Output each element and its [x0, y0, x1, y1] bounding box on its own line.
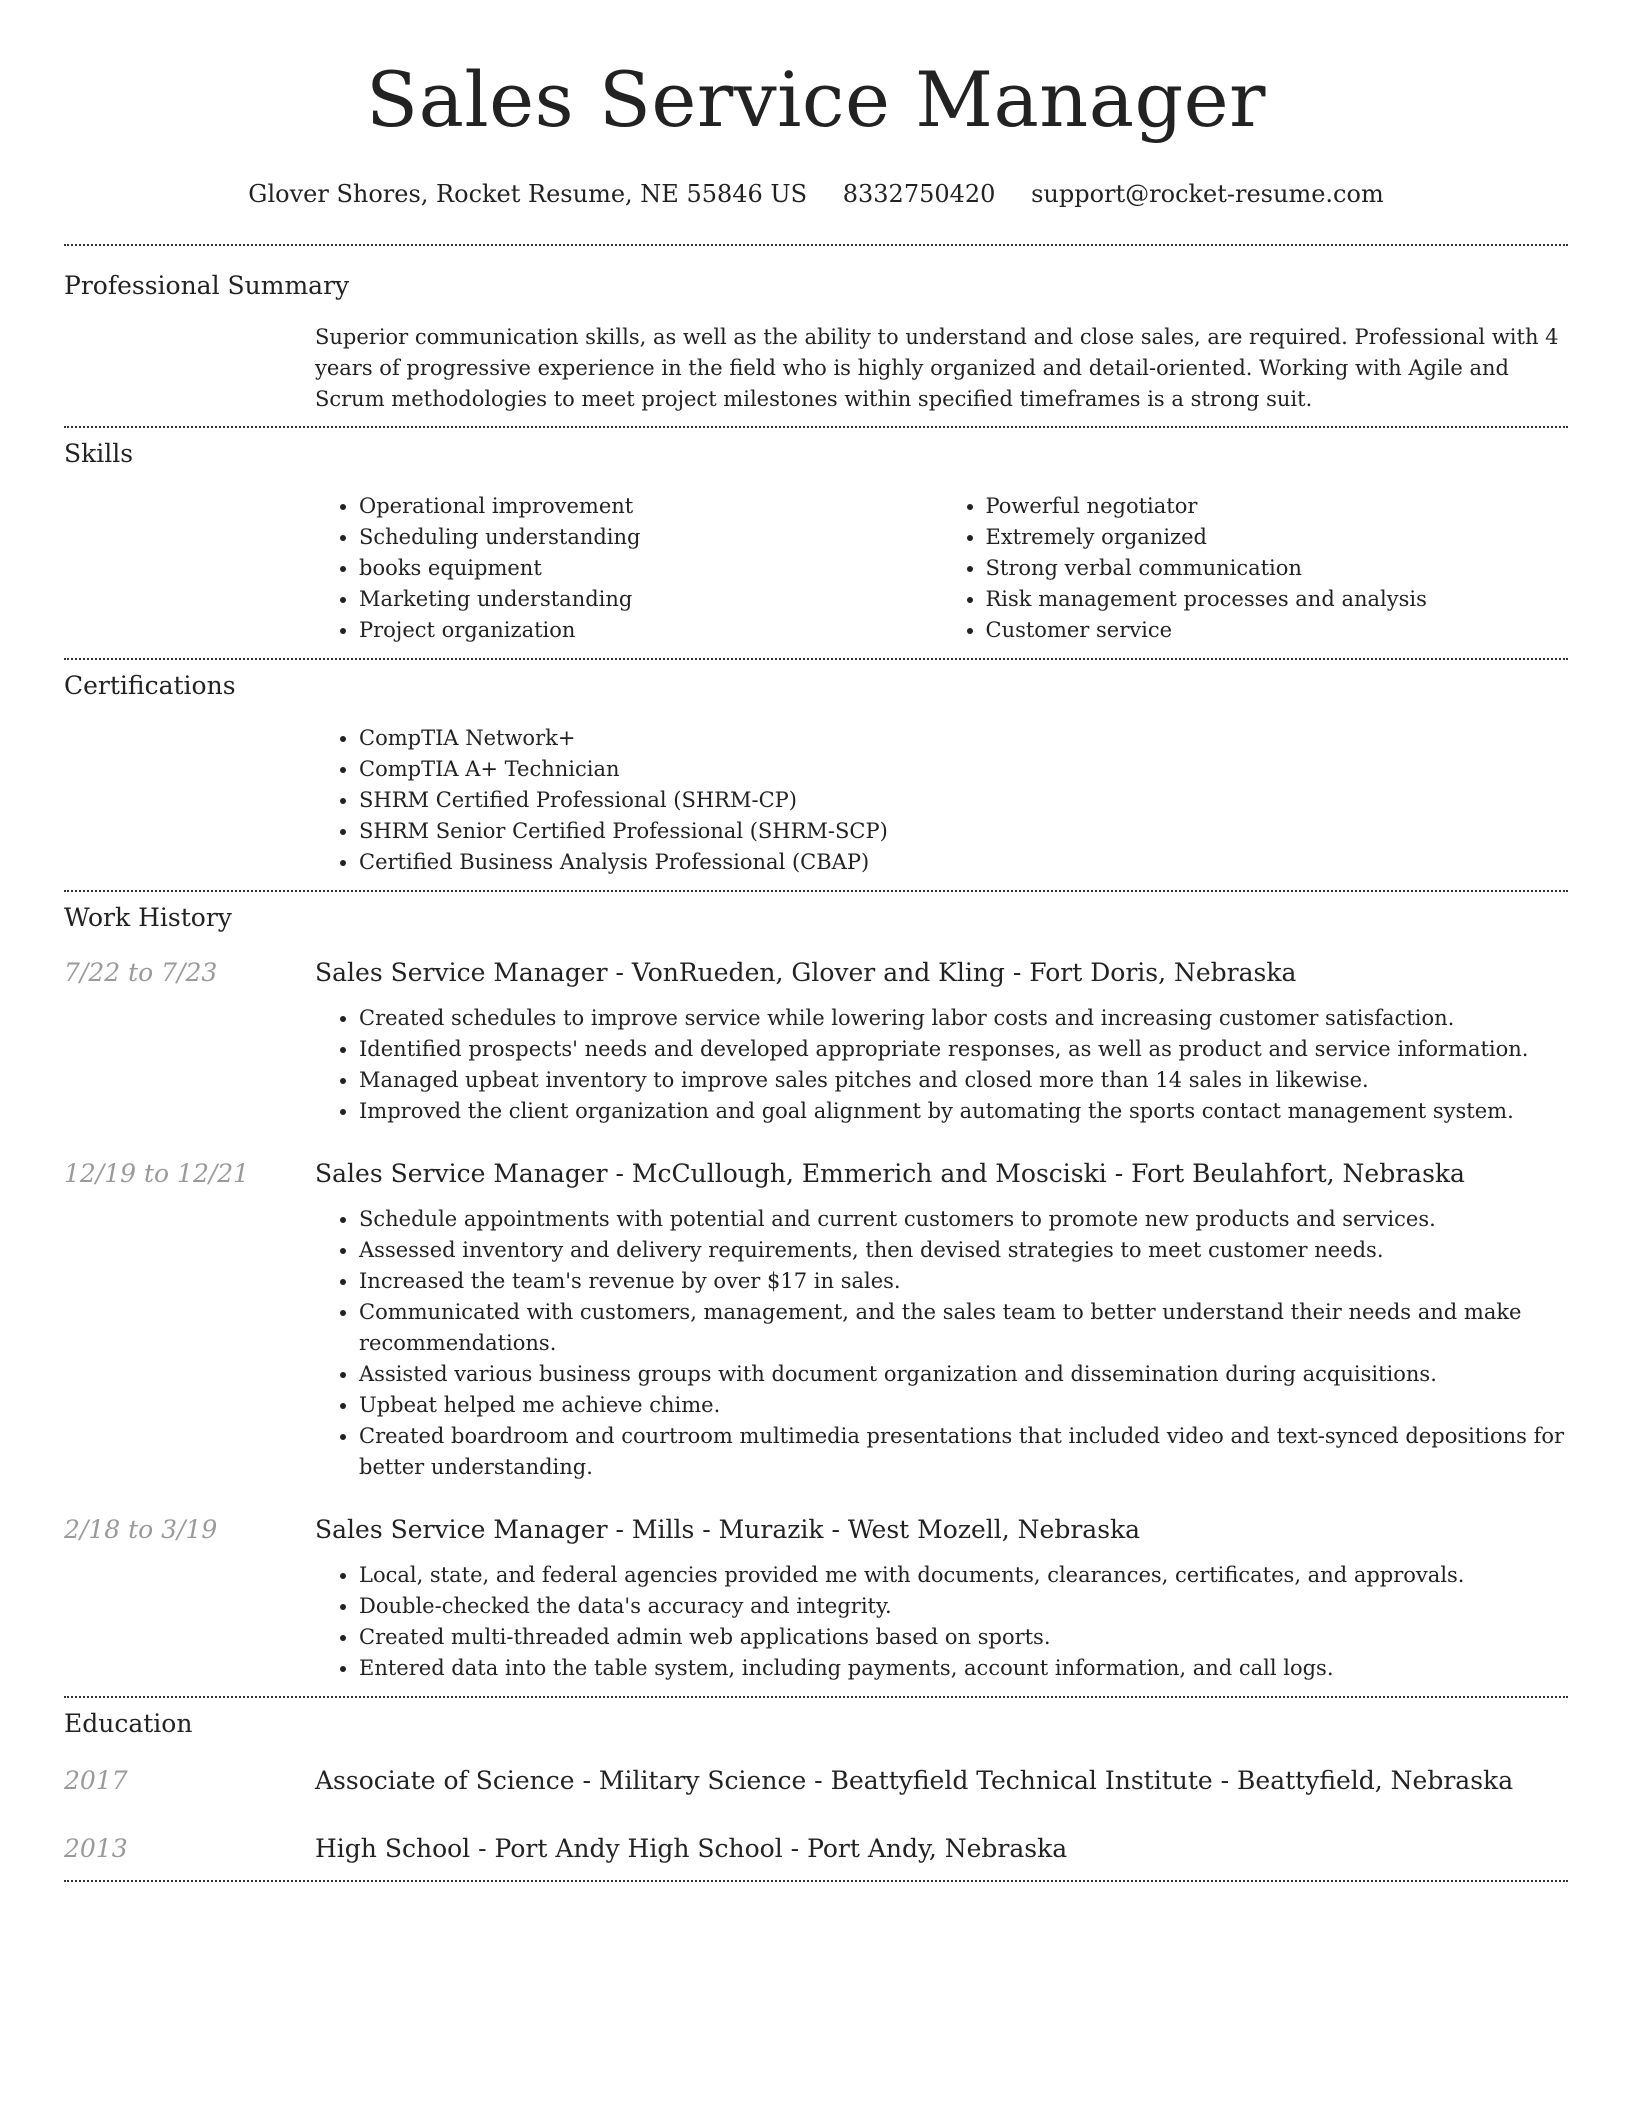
education-entry [64, 1832, 1568, 1866]
candidate-name: Sales Service Manager [366, 55, 1266, 144]
job-bullets [315, 1560, 1568, 1684]
section-title-education: Education [64, 1709, 193, 1738]
education-section [64, 1698, 1568, 1880]
summary-text: Superior communication skills, as well as the ability to understand and close sales, are required. Professional with 4 years of progressive experience in the field who is highly organized and detail-oriented. Working with Agile and Scrum methodologies to meet project milestones within specified timeframes is a strong suit. [315, 325, 1559, 411]
job-dates: 12/19 to 12/21 [64, 1159, 250, 1188]
education-entry [64, 1764, 1568, 1798]
skills-columns [315, 491, 1568, 658]
job-bullet: • Managed upbeat inventory to improve sales pitches and closed more than 14 sales in likewise. [359, 1065, 1568, 1096]
education-title: High School - Port Andy High School - Port Andy, Nebraska [315, 1834, 1068, 1863]
job-entry [64, 1513, 1568, 1696]
certification-item: • CompTIA Network+ [359, 723, 1568, 754]
skills-list-left [315, 491, 942, 646]
job-bullet: • Created schedules to improve service while lowering labor costs and increasing customer satisfaction. [359, 1003, 1568, 1034]
section-title-summary: Professional Summary [64, 271, 350, 300]
skill-item: • books equipment [359, 553, 942, 584]
section-title-skills: Skills [64, 439, 134, 468]
job-bullet: • Identified prospects' needs and developed appropriate responses, as well as product and service information. [359, 1034, 1568, 1065]
job-bullets [315, 1204, 1568, 1483]
certification-item: • Certified Business Analysis Professional (CBAP) [359, 847, 1568, 878]
job-entry [64, 956, 1568, 1127]
work-history-section [64, 892, 1568, 1696]
skill-item: • Operational improvement [359, 491, 942, 522]
job-bullet: • Increased the team's revenue by over $17 in sales. [359, 1266, 1568, 1297]
job-title: Sales Service Manager - McCullough, Emmerich and Mosciski - Fort Beulahfort, Nebraska [315, 1159, 1465, 1188]
skill-item: • Strong verbal communication [986, 553, 1569, 584]
section-title-work-history: Work History [64, 903, 232, 932]
education-title: Associate of Science - Military Science - Beattyfield Technical Institute - Beattyfield, Nebraska [315, 1766, 1514, 1795]
certifications-list [315, 723, 1568, 878]
job-bullet: • Double-checked the data's accuracy and integrity. [359, 1591, 1568, 1622]
job-bullets [315, 1003, 1568, 1127]
job-bullet: • Assessed inventory and delivery requirements, then devised strategies to meet customer needs. [359, 1235, 1568, 1266]
contact-address: Glover Shores, Rocket Resume, NE 55846 US [248, 180, 808, 208]
job-bullet: • Created multi-threaded admin web applications based on sports. [359, 1622, 1568, 1653]
contact-line [64, 178, 1568, 210]
divider [64, 1880, 1568, 1882]
certification-item: • CompTIA A+ Technician [359, 754, 1568, 785]
education-year: 2013 [64, 1834, 128, 1863]
certifications-section [64, 660, 1568, 890]
skill-item: • Powerful negotiator [986, 491, 1569, 522]
job-bullet: • Local, state, and federal agencies provided me with documents, clearances, certificates, and approvals. [359, 1560, 1568, 1591]
job-bullet: • Upbeat helped me achieve chime. [359, 1390, 1568, 1421]
skills-list-right [942, 491, 1569, 646]
job-bullet: • Schedule appointments with potential and current customers to promote new products and services. [359, 1204, 1568, 1235]
skill-item: • Extremely organized [986, 522, 1569, 553]
job-dates: 7/22 to 7/23 [64, 958, 218, 987]
education-year: 2017 [64, 1766, 128, 1795]
summary-section [64, 246, 1568, 426]
job-bullet: • Communicated with customers, management, and the sales team to better understand their needs and make recommendations. [359, 1297, 1568, 1359]
skill-item: • Customer service [986, 615, 1569, 646]
skill-item: • Project organization [359, 615, 942, 646]
certification-item: • SHRM Certified Professional (SHRM-CP) [359, 785, 1568, 816]
job-title: Sales Service Manager - Mills - Murazik - West Mozell, Nebraska [315, 1515, 1141, 1544]
job-bullet: • Assisted various business groups with document organization and dissemination during acquisitions. [359, 1359, 1568, 1390]
section-title-certifications: Certifications [64, 671, 236, 700]
contact-phone: 8332750420 [842, 180, 996, 208]
certification-item: • SHRM Senior Certified Professional (SHRM-SCP) [359, 816, 1568, 847]
skills-section [64, 428, 1568, 658]
job-bullet: • Improved the client organization and goal alignment by automating the sports contact management system. [359, 1096, 1568, 1127]
skill-item: • Marketing understanding [359, 584, 942, 615]
contact-email: support@rocket-resume.com [1031, 180, 1384, 208]
skill-item: • Scheduling understanding [359, 522, 942, 553]
job-bullet: • Entered data into the table system, including payments, account information, and call logs. [359, 1653, 1568, 1684]
resume-header [64, 0, 1568, 210]
job-bullet: • Created boardroom and courtroom multimedia presentations that included video and text-synced depositions for better understanding. [359, 1421, 1568, 1483]
skill-item: • Risk management processes and analysis [986, 584, 1569, 615]
job-title: Sales Service Manager - VonRueden, Glover and Kling - Fort Doris, Nebraska [315, 958, 1297, 987]
job-dates: 2/18 to 3/19 [64, 1515, 218, 1544]
resume-page [64, 0, 1568, 1882]
job-entry [64, 1157, 1568, 1483]
